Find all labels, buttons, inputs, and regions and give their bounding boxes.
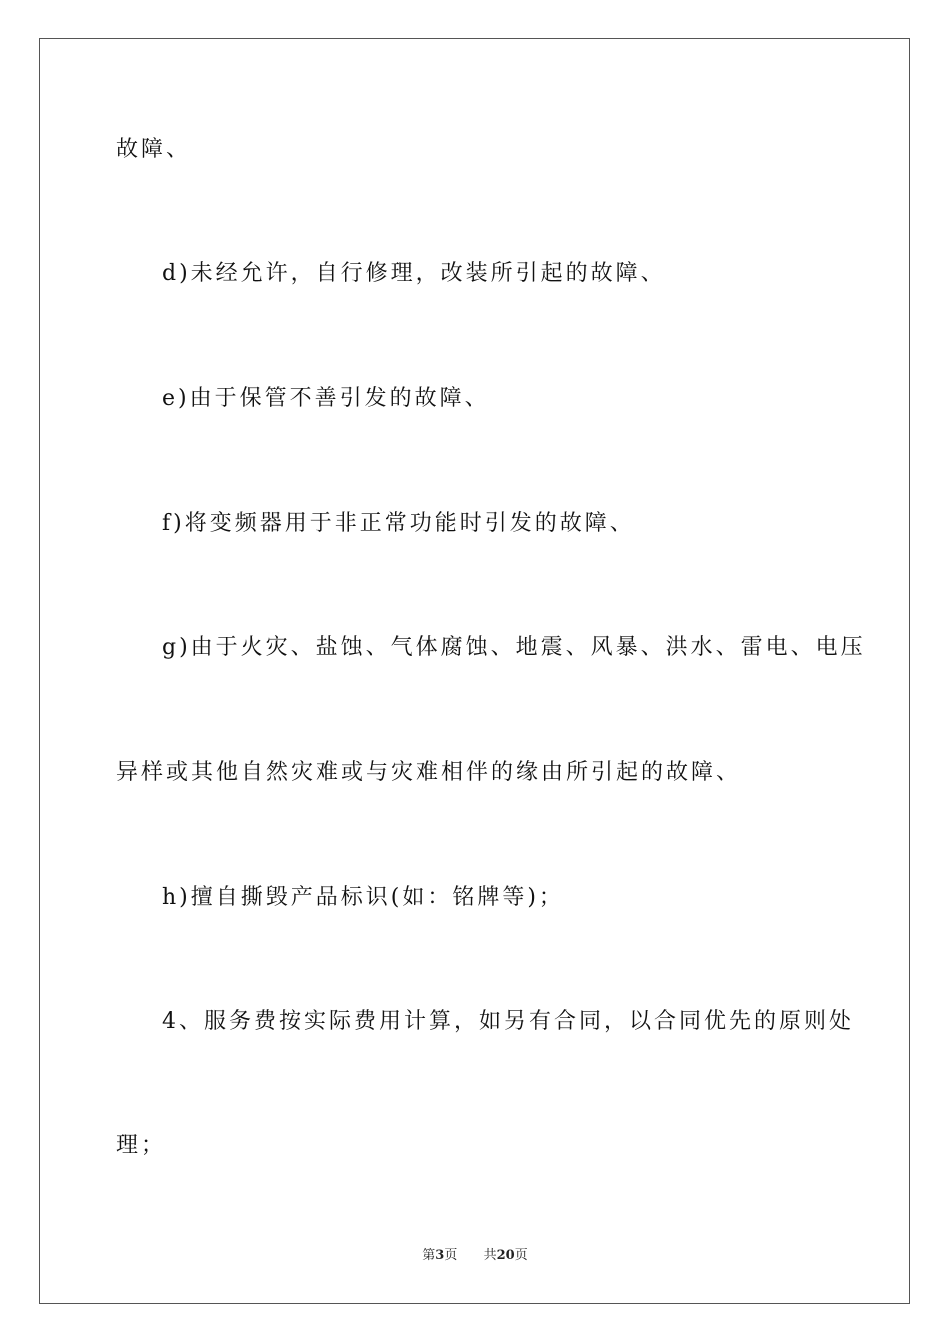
footer-total-suffix: 页	[514, 1248, 528, 1263]
footer-total-prefix: 共	[483, 1248, 497, 1263]
text-line-9: 理；	[116, 1133, 167, 1158]
text-line-6: 异样或其他自然灾难或与灾难相伴的缘由所引起的故障、	[116, 760, 742, 785]
footer-page-suffix: 页	[444, 1248, 458, 1263]
text-line-7: h)擅自撕毁产品标识(如：铭牌等)；	[162, 885, 564, 910]
text-line-2: d)未经允许，自行修理，改装所引起的故障、	[162, 261, 666, 286]
text-line-8: 4、服务费按实际费用计算，如另有合同，以合同优先的原则处	[162, 1009, 854, 1034]
page-footer	[0, 1247, 950, 1265]
page-border	[39, 38, 910, 1304]
text-line-4: f)将变频器用于非正常功能时引发的故障、	[162, 511, 635, 536]
footer-page-prefix: 第	[422, 1248, 436, 1263]
text-line-5: g)由于火灾、盐蚀、气体腐蚀、地震、风暴、洪水、雷电、电压	[162, 635, 866, 660]
text-line-3: e)由于保管不善引发的故障、	[162, 386, 490, 411]
text-line-1: 故障、	[116, 137, 192, 162]
footer-total-pages: 20	[496, 1248, 515, 1263]
footer-page-number: 3	[435, 1248, 445, 1263]
